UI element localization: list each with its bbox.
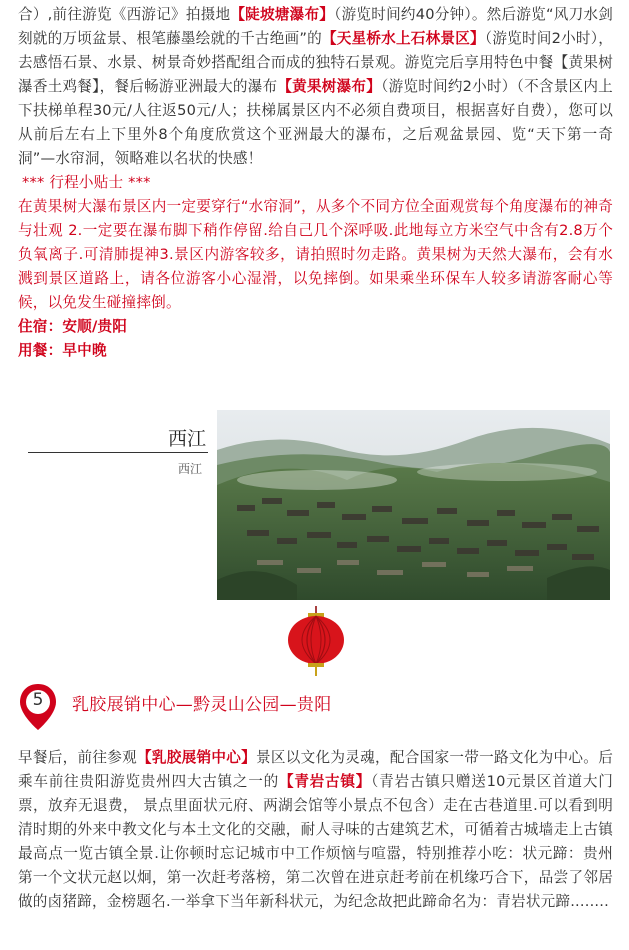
highlight-latex-center: 【乳胶展销中心】 [137,749,257,766]
section-number: 5 [32,690,44,710]
xijiang-village-photo [217,410,610,600]
red-lantern-icon [284,606,348,676]
tips-body: 在黄果树大瀑布景区内一定要穿行“水帘洞”，从多个不同方位全面观赏每个角度瀑布的神奇与壮观 2.一定要在瀑布脚下稍作停留.给自己几个深呼吸.此地每立方米空气中含有2.8万个负氧离子.可清肺提神3.景区内游客较多，请拍照时勿走路。黄果树为天然大瀑布，会有水溅到景区道路上，请各位游客小心湿滑，以免摔倒。如果乘坐环保车人较多请游客耐心等候，以免发生碰撞摔倒。 [18,198,613,311]
text-segment: （游览时间2小时），去感悟石景、水景、树景奇妙搭配组合而成的独特石景观。游览完后享用特色中餐【黄果树瀑香土鸡餐】，餐后畅游亚洲最大的瀑布 [18,30,614,95]
text-segment: （游览时间约40分钟）。然后游览“风刀水剑刻就的万顷盆景、根笔藤墨绘就的千古绝画”的 [18,6,614,47]
caption-divider [28,452,208,453]
meals-line: 用餐：早中晚 [18,342,107,359]
text-segment: 早餐后，前往参观 [18,749,138,766]
highlight-tianxingqiao: 【天星桥水上石林景区】 [321,30,485,47]
highlight-qingyan-town: 【青岩古镇】 [278,773,372,790]
section-title: 乳胶展销中心—黔灵山公园—贵阳 [72,695,332,715]
itinerary-paragraph-day4 [18,3,613,363]
text-segment: 景区以文化为灵魂，配合国家一带一路文化为中心。后乘车前往贵阳游览贵州四大古镇之一的 [18,749,613,790]
accommodation-line: 住宿：安顺/贵阳 [18,318,128,335]
itinerary-paragraph-day5 [18,746,613,914]
highlight-doupotang-waterfall: 【陡坡塘瀑布】 [230,6,335,23]
photo-caption-title: 西江 [168,428,207,450]
tips-heading: *** 行程小贴士 *** [22,174,151,191]
photo-caption-subtitle: 西江 [178,462,203,476]
highlight-huangguoshu-waterfall: 【黄果树瀑布】 [277,78,382,95]
text-segment: 合）,前往游览《西游记》拍摄地 [18,6,231,23]
text-segment: （游览时间约2小时）（不含景区内上下扶梯单程30元/人往返50元/人；扶梯属景区内不必须自费项目，根据喜好自费），您可以从前后左右上下里外8个角度欣赏这个亚洲最大的瀑布，之后观盆景园、览“天下第一奇洞”—水帘洞，领略难以名状的快感！ [18,78,613,167]
text-segment: （青岩古镇只赠送10元景区首道大门票，放弃无退费， 景点里面状元府、两湖会馆等小景点不包含）走在古巷道里.可以看到明清时期的外来中教文化与本土文化的交融，耐人寻味的古建筑艺术，可循着古城墙走上古镇最高点一览古镇全景.让你顿时忘记城市中工作烦恼与喧嚣，特别推荐小吃：状元蹄：贵州第一个文状元赵以炯，第一次赶考落榜，第二次曾在进京赶考前在机缘巧合下，品尝了邻居做的卤猪蹄，金榜题名.一举拿下当年新科状元，为纪念故把此蹄命名为：青岩状元蹄........ [18,773,614,910]
